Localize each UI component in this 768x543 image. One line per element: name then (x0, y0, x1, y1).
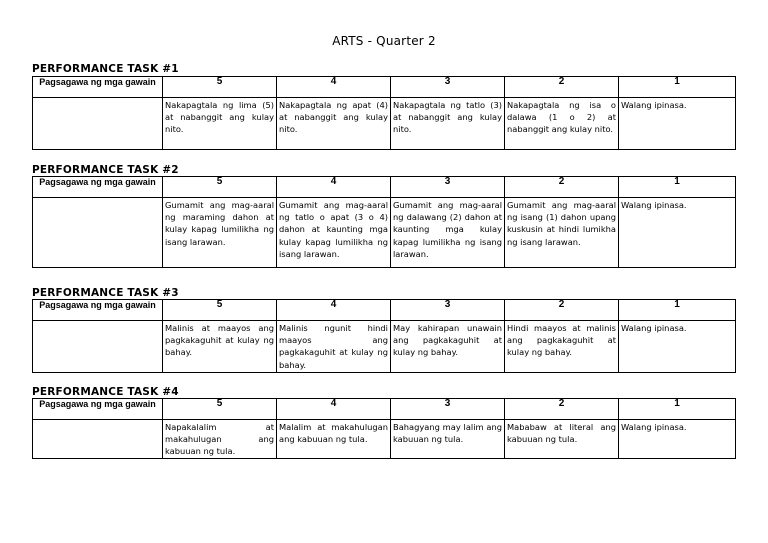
descriptor-cell: Malinis ngunit hindi maayos ang pagkakaguhit at kulay ng bahay. (277, 321, 391, 373)
criterion-header: Pagsagawa ng mga gawain (33, 300, 163, 321)
descriptor-cell: Mababaw at literal ang kabuuan ng tula. (505, 420, 619, 459)
rubric-table (32, 398, 736, 459)
score-header: 5 (163, 300, 277, 321)
descriptor-cell: Bahagyang may lalim ang kabuuan ng tula. (391, 420, 505, 459)
rubric-table (32, 299, 736, 373)
score-header: 2 (505, 300, 619, 321)
descriptor-cell: Nakapagtala ng tatlo (3) at nabanggit ang kulay nito. (391, 98, 505, 150)
rubric-header-row (33, 77, 736, 98)
criterion-cell (33, 98, 163, 150)
score-header: 2 (505, 177, 619, 198)
page-title: ARTS - Quarter 2 (332, 34, 436, 48)
table-row (33, 420, 736, 459)
score-header: 2 (505, 399, 619, 420)
task-heading: PERFORMANCE TASK #1 (32, 63, 179, 75)
rubric-table (32, 176, 736, 268)
rubric-header-row (33, 399, 736, 420)
score-header: 4 (277, 300, 391, 321)
descriptor-cell: Malalim at makahulugan ang kabuuan ng tula. (277, 420, 391, 459)
criterion-header: Pagsagawa ng mga gawain (33, 177, 163, 198)
table-row (33, 198, 736, 268)
descriptor-cell: Nakapagtala ng apat (4) at nabanggit ang kulay nito. (277, 98, 391, 150)
score-header: 4 (277, 399, 391, 420)
descriptor-cell: Nakapagtala ng lima (5) at nabanggit ang kulay nito. (163, 98, 277, 150)
descriptor-cell: Hindi maayos at malinis ang pagkakaguhit at kulay ng bahay. (505, 321, 619, 373)
score-header: 5 (163, 177, 277, 198)
score-header: 3 (391, 77, 505, 98)
score-header: 1 (619, 77, 736, 98)
score-header: 1 (619, 300, 736, 321)
rubric-header-row (33, 177, 736, 198)
score-header: 5 (163, 399, 277, 420)
criterion-header: Pagsagawa ng mga gawain (33, 399, 163, 420)
rubric-table (32, 76, 736, 150)
score-header: 4 (277, 177, 391, 198)
descriptor-cell: May kahirapan unawain ang pagkakaguhit at kulay ng bahay. (391, 321, 505, 373)
descriptor-cell: Walang ipinasa. (619, 198, 736, 268)
descriptor-cell: Walang ipinasa. (619, 420, 736, 459)
descriptor-cell: Malinis at maayos ang pagkakaguhit at kulay ng bahay. (163, 321, 277, 373)
task-heading: PERFORMANCE TASK #3 (32, 287, 179, 299)
descriptor-cell: Gumamit ang mag-aaral ng dalawang (2) dahon at kaunting mga kulay kapag lumilikha ng isang larawan. (391, 198, 505, 268)
descriptor-cell: Nakapagtala ng isa o dalawa (1 o 2) at nabanggit ang kulay nito. (505, 98, 619, 150)
descriptor-cell: Walang ipinasa. (619, 98, 736, 150)
score-header: 3 (391, 399, 505, 420)
score-header: 2 (505, 77, 619, 98)
descriptor-cell: Gumamit ang mag-aaral ng maraming dahon at kulay kapag lumilikha ng isang larawan. (163, 198, 277, 268)
score-header: 1 (619, 399, 736, 420)
criterion-cell (33, 321, 163, 373)
table-row (33, 98, 736, 150)
score-header: 4 (277, 77, 391, 98)
score-header: 3 (391, 300, 505, 321)
descriptor-cell: Napakalalim at makahulugan ang kabuuan ng tula. (163, 420, 277, 459)
criterion-header: Pagsagawa ng mga gawain (33, 77, 163, 98)
criterion-cell (33, 420, 163, 459)
task-heading: PERFORMANCE TASK #2 (32, 164, 179, 176)
score-header: 1 (619, 177, 736, 198)
descriptor-cell: Gumamit ang mag-aaral ng tatlo o apat (3 o 4) dahon at kaunting mga kulay kapag lumilikha ng isang larawan. (277, 198, 391, 268)
descriptor-cell: Walang ipinasa. (619, 321, 736, 373)
score-header: 5 (163, 77, 277, 98)
score-header: 3 (391, 177, 505, 198)
criterion-cell (33, 198, 163, 268)
rubric-header-row (33, 300, 736, 321)
table-row (33, 321, 736, 373)
task-heading: PERFORMANCE TASK #4 (32, 386, 179, 398)
descriptor-cell: Gumamit ang mag-aaral ng isang (1) dahon upang kuskusin at hindi lumikha ng isang larawan. (505, 198, 619, 268)
